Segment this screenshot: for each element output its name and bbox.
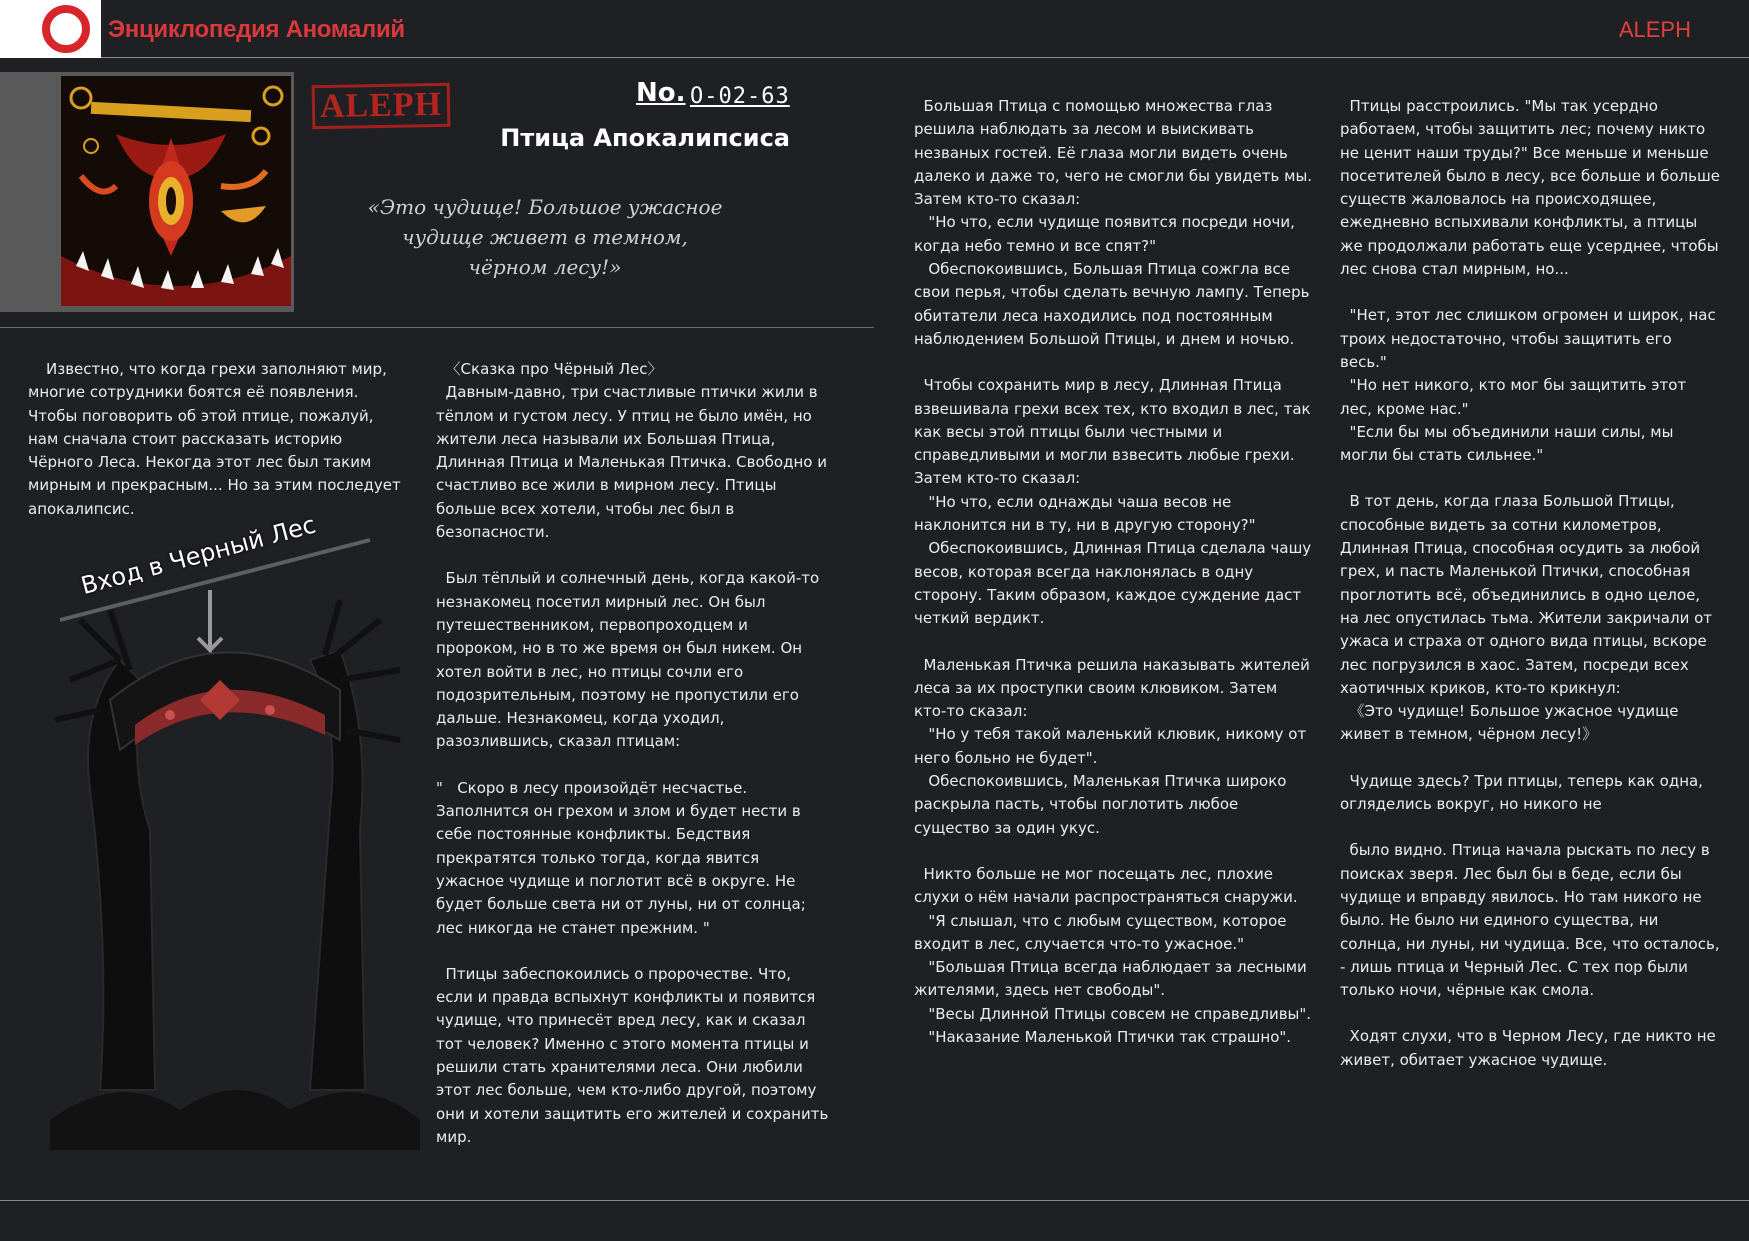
entry-quote: «Это чудище! Большое ужасное чудище живет в темном, чёрном лесу!» — [367, 195, 723, 279]
story-paragraph: Птицы забеспокоились о пророчестве. Что, если и правда вспыхнут конфликты и появится чудище, что принесёт вред лесу, как и сказал тот человек? Именно с этого момента птицы и решили стать хранителями леса. Они любили этот лес больше, чем кто-либо другой, поэтому они и хотели защитить его жителей и сохранить мир. — [436, 964, 834, 1146]
story-paragraph: "Наказание Маленькой Птички так страшно". — [914, 1027, 1292, 1046]
paragraph-gap — [1340, 467, 1722, 490]
paragraph-gap — [1340, 1002, 1722, 1025]
entrance-label: Вход в Черный Лес — [78, 510, 319, 601]
story-paragraph: "Я слышал, что с любым существом, которое входит в лес, случается что-то ужасное." — [914, 911, 1292, 953]
entry-number-label: No. — [636, 78, 686, 108]
encyclopedia-title: Энциклопедия Аномалий — [108, 16, 405, 43]
story-column-2 — [436, 358, 834, 1149]
paragraph-gap — [914, 840, 1314, 863]
story-paragraph: 〈Сказка про Чёрный Лес〉 — [436, 360, 663, 378]
story-paragraph: " Скоро в лесу произойдёт несчастье. Заполнится он грехом и злом и будет нести в себе постоянные конфликты. Бедствия прекратятся только тогда, когда явится ужасное чудище и поглотит всё в округе. Не будет больше света ни от луны, ни от солнца; лес никогда не станет прежним. " — [436, 778, 811, 937]
paragraph-gap — [436, 940, 831, 963]
entry-number-value: O-02-63 — [690, 84, 790, 109]
story-paragraph: "Но нет никого, кто мог бы защитить этот лес, кроме нас." — [1340, 376, 1691, 418]
forest-gate-icon — [40, 530, 430, 1150]
story-paragraph: Большая Птица с помощью множества глаз решила наблюдать за лесом и выискивать незваных гостей. Её глаза могли видеть очень далеко и даже то, чего не смогли бы увидеть мы. Затем кто-то сказал: — [914, 97, 1317, 209]
intro-column — [28, 358, 408, 521]
footer-divider — [0, 1200, 1749, 1201]
story-paragraph: Давным-давно, три счастливые птички жили в тёплом и густом лесу. У птиц не было имён, но жители леса называли их Большая Птица, Длинная Птица и Маленькая Птичка. Свободно и счастливо все жили в мирном лесу. Птицы больше всех хотели, чтобы лес был в безопасности. — [436, 383, 832, 542]
paragraph-gap — [1340, 747, 1722, 770]
story-paragraph: В тот день, когда глаза Большой Птицы, способные видеть за сотни километров, Длинная Птица, способная осудить за любой грех, и пасть Маленькой Птички, способная проглотить всё, объединились в одно целое, на лес опустилась тьма. Жители закричали от ужаса и страха от одного вида птицы, вскоре лес погрузился в хаос. Затем, посреди всех хаотичных криков, кто-то крикнул: — [1340, 492, 1717, 697]
story-paragraph: Никто больше не мог посещать лес, плохие слухи о нём начали распространяться снаружи. — [914, 864, 1298, 907]
paragraph-gap — [436, 544, 831, 567]
story-paragraph: Обеспокоившись, Большая Птица сожгла все свои перья, чтобы сделать вечную лампу. Теперь обитатели леса находились под постоянным наблюдением Большой Птицы, и днем и ночью. — [914, 260, 1315, 348]
story-paragraph: "Но у тебя такой маленький клювик, никому от него больно не будет". — [914, 725, 1311, 767]
story-paragraph: "Но что, если чудище появится посреди ночи, когда небо темно и все спят?" — [914, 213, 1300, 255]
story-paragraph: Маленькая Птичка решила наказывать жителей леса за их проступки своим клювиком. Затем кто-то сказал: — [914, 655, 1315, 721]
intro-text: Известно, что когда грехи заполняют мир, многие сотрудники боятся её появления. Чтобы поговорить об этой птице, пожалуй, нам сначала стоит рассказать историю Чёрного Леса. Некогда этот лес был таким мирным и прекрасным... Но за этим последует апокалипсис. — [28, 360, 406, 518]
story-paragraph: "Если бы мы объединили наши силы, мы могли бы стать сильнее." — [1340, 422, 1679, 465]
story-paragraph: Птицы расстроились. "Мы так усердно работаем, чтобы защитить лес; почему никто не ценит наши труды?" Все меньше и меньше посетителей было в лесу, все больше и больше существ жаловалось на происходящее, ежедневно вспыхивали конфликты, а птицы же продолжали работать еще усерднее, чтобы лес снова стал мирным, но... — [1340, 97, 1725, 279]
entry-title: Птица Апокалипсиса — [500, 124, 790, 152]
top-bar — [0, 0, 1749, 58]
story-paragraph: Ходят слухи, что в Черном Лесу, где никто не живет, обитает ужасное чудище. — [1340, 1027, 1721, 1069]
story-column-3 — [914, 95, 1317, 1049]
paragraph-gap — [1340, 816, 1722, 839]
story-paragraph: Чудище здесь? Три птицы, теперь как одна, огляделись вокруг, но никого не — [1340, 771, 1708, 814]
logo-ring-icon — [42, 5, 90, 53]
abnormality-portrait — [59, 74, 293, 308]
story-paragraph: Был тёплый и солнечный день, когда какой-то незнакомец посетил мирный лес. Он был путешественником, первопроходцем и пророком, но в то же время он был никем. Он хотел войти в лес, но птицы сочли его подозрительным, поэтому не пропустили его дальше. Незнакомец, когда уходил, разозлившись, сказал птицам: — [436, 569, 824, 751]
paragraph-gap — [436, 754, 831, 777]
story-paragraph: "Весы Длинной Птицы совсем не справедливы". — [914, 1004, 1312, 1023]
story-paragraph: "Большая Птица всегда наблюдает за лесными жителями, здесь нет свободы". — [914, 958, 1312, 1000]
paragraph-gap — [1340, 281, 1722, 304]
apocalypse-bird-icon — [61, 76, 291, 306]
story-column-4 — [1340, 95, 1725, 1072]
story-paragraph: Обеспокоившись, Маленькая Птичка широко раскрыла пасть, чтобы поглотить любое существо за один укус. — [914, 772, 1292, 837]
paragraph-gap — [914, 631, 1314, 654]
story-paragraph: Обеспокоившись, Длинная Птица сделала чашу весов, которая всегда наклонялась в одну сторону. Таким образом, каждое суждение даст четкий вердикт. — [914, 539, 1316, 628]
story-paragraph: 《Это чудище! Большое ужасное чудище живет в темном, чёрном лесу!》 — [1340, 702, 1684, 744]
story-paragraph: "Нет, этот лес слишком огромен и широк, нас троих недостаточно, чтобы защитить его весь." — [1340, 306, 1721, 371]
black-forest-entrance-illustration — [40, 530, 430, 1150]
logo-box — [0, 0, 101, 58]
story-paragraph: было видно. Птица начала рыскать по лесу в поисках зверя. Лес был бы в беде, если бы чудище и вправду явилось. Но там никого не было. Не было ни единого существа, ни солнца, ни луны, ни чудища. Все, что осталось, - лишь птица и Черный Лес. С тех пор были только ночи, чёрные как смола. — [1340, 841, 1725, 1000]
story-paragraph: Чтобы сохранить мир в лесу, Длинная Птица взвешивала грехи всех тех, кто входил в лес, так как весы этой птицы были честными и справедливыми и могли взвесить любые грехи. Затем кто-то сказал: — [914, 376, 1316, 488]
paragraph-gap — [914, 351, 1314, 374]
brand-label: ALEPH — [1618, 17, 1691, 42]
header-divider — [0, 327, 874, 328]
story-paragraph: "Но что, если однажды чаша весов не наклонится ни в ту, ни в другую сторону?" — [914, 492, 1256, 535]
aleph-stamp: ALEPH — [312, 83, 451, 129]
